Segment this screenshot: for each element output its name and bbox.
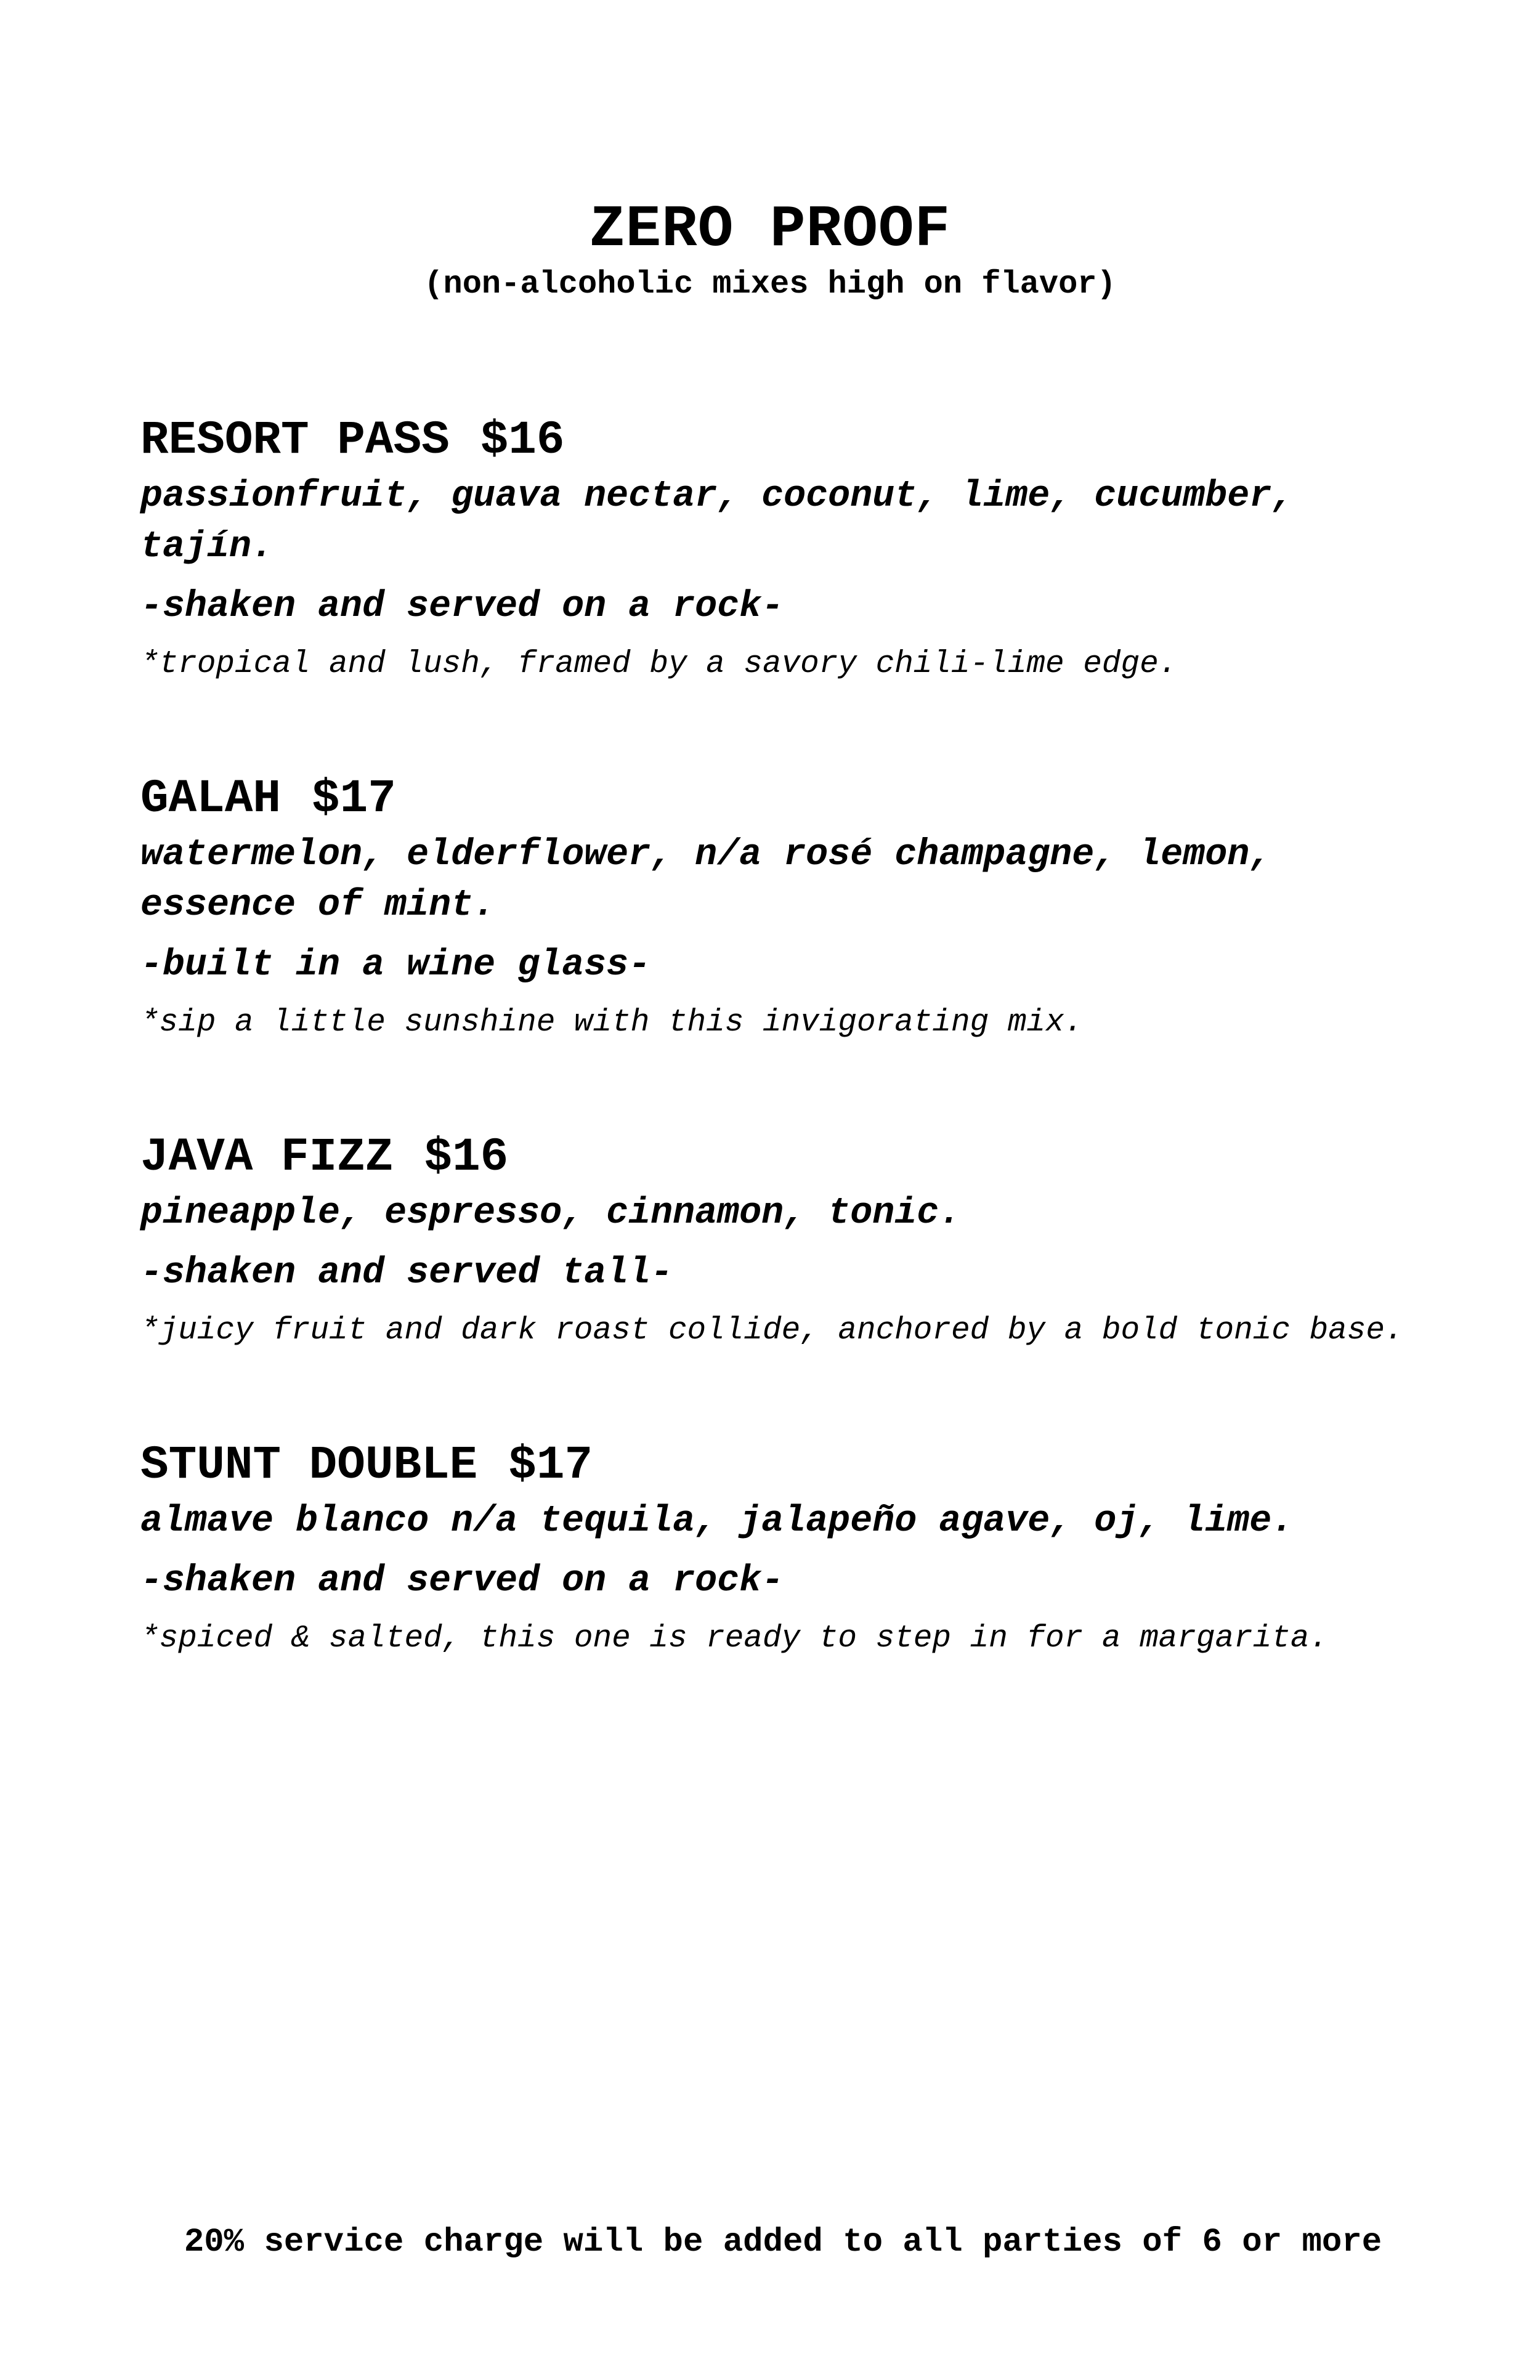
drink-heading — [140, 1435, 1446, 1496]
drink-name: RESORT PASS — [140, 414, 450, 467]
drink-name: GALAH — [140, 772, 282, 825]
drink-list — [140, 410, 1446, 1793]
drink-ingredients: passionfruit, guava nectar, coconut, lime, cucumber, tajín. — [140, 476, 1294, 568]
drink-preparation: -shaken and served tall- — [140, 1252, 673, 1294]
drink-preparation: -shaken and served on a rock- — [140, 1560, 784, 1602]
drink-item-java-fizz — [140, 1127, 1446, 1435]
service-charge-notice: 20% service charge will be added to all parties of 6 or more — [184, 2224, 1382, 2261]
drink-note: *spiced & salted, this one is ready to step in for a margarita. — [140, 1621, 1329, 1656]
drink-preparation: -shaken and served on a rock- — [140, 586, 784, 628]
drink-note: *sip a little sunshine with this invigorating mix. — [140, 1005, 1084, 1040]
drink-item-stunt-double — [140, 1435, 1446, 1793]
drink-name: STUNT DOUBLE — [140, 1439, 478, 1492]
drink-price: $16 — [480, 414, 565, 467]
page-title: ZERO PROOF — [589, 196, 951, 263]
drink-heading — [140, 768, 1446, 830]
page-subtitle: (non-alcoholic mixes high on flavor) — [424, 266, 1116, 302]
menu-header — [0, 196, 1540, 304]
drink-ingredients: almave blanco n/a tequila, jalapeño agave, oj, lime. — [140, 1500, 1294, 1542]
drink-price: $17 — [312, 772, 396, 825]
drink-ingredients: pineapple, espresso, cinnamon, tonic. — [140, 1192, 962, 1234]
drink-note: *tropical and lush, framed by a savory chili-lime edge. — [140, 647, 1178, 682]
drink-item-galah — [140, 768, 1446, 1127]
drink-ingredients: watermelon, elderflower, n/a rosé champagne, lemon, essence of mint. — [140, 834, 1272, 926]
drink-price: $17 — [508, 1439, 593, 1492]
drink-note: *juicy fruit and dark roast collide, anchored by a bold tonic base. — [140, 1313, 1404, 1348]
drink-name: JAVA FIZZ — [140, 1131, 394, 1184]
drink-heading — [140, 410, 1446, 471]
drink-item-resort-pass — [140, 410, 1446, 768]
drink-preparation: -built in a wine glass- — [140, 944, 651, 986]
drink-heading — [140, 1127, 1446, 1188]
drink-price: $16 — [424, 1131, 509, 1184]
